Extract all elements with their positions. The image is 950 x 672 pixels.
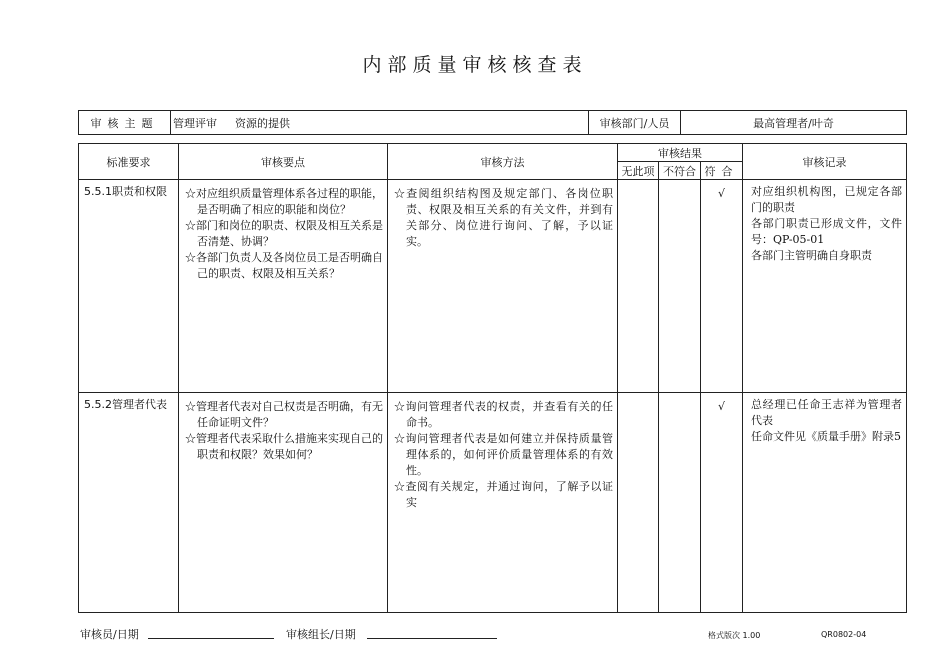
points-cell [179,180,388,393]
audit-point: ☆管理者代表采取什么措施来实现自己的职责和权限？效果如何？ [185,432,383,461]
checklist-table [78,143,907,613]
method-cell [388,393,618,613]
audit-subject-value-1: 管理评审 [173,116,217,130]
audit-point: ☆对应组织质量管理体系各过程的职能，是否明确了相应的职能和岗位？ [185,187,383,216]
requirement-cell [79,393,179,613]
audit-subject-label: 审核主题 [79,111,171,135]
header-requirement: 标准要求 [79,144,179,180]
audit-dept-label: 审核部门/人员 [589,111,681,135]
na-cell [618,180,659,393]
audit-record: 总经理已任命王志祥为管理者代表 [751,398,902,427]
header-result: 审核结果 [618,144,743,162]
header-record: 审核记录 [743,144,907,180]
header-nonconform: 不符合 [659,162,701,180]
nonconform-cell [659,180,701,393]
header-conform: 符合 [701,162,743,180]
audit-record: 对应组织机构图，已规定各部门的职责 [751,185,902,214]
requirement-code: 5.5.1 [84,185,112,198]
signature-footer [80,626,930,646]
header-method: 审核方法 [388,144,618,180]
audit-method: ☆查阅有关规定，并通过询问，了解予以证实 [394,480,613,509]
conform-check-mark: √ [701,180,743,393]
na-cell [618,393,659,613]
header-na: 无此项 [618,162,659,180]
audit-point: ☆管理者代表对自己权责是否明确，有无任命证明文件？ [185,400,383,429]
requirement-text: 管理者代表 [112,398,167,411]
requirement-text: 职责和权限 [112,185,167,198]
audit-subject-value [171,111,589,135]
nonconform-cell [659,393,701,613]
audit-dept-value: 最高管理者/叶奇 [681,111,907,135]
audit-method: ☆询问管理者代表是如何建立并保持质量管理体系的，如何评价质量管理体系的有效性。 [394,432,613,477]
record-cell [743,180,907,393]
audit-info-table [78,110,907,135]
table-row [79,180,907,393]
requirement-cell [79,180,179,393]
audit-point: ☆部门和岗位的职责、权限及相互关系是否清楚、协调？ [185,219,383,248]
form-version: 格式版次 1.00 [708,631,761,640]
audit-method: ☆查阅组织结构图及规定部门、各岗位职责、权限及相互关系的有关文件，并到有关部分、岗位进行询问、了解，予以证实。 [394,187,613,248]
audit-record: 任命文件见《质量手册》附录5 [751,430,901,443]
audit-record: 各部门职责已形成文件，文件号：QP-05-01 [751,217,902,246]
audit-subject-value-2: 资源的提供 [235,116,290,130]
record-cell [743,393,907,613]
method-cell [388,180,618,393]
form-code: QR0802-04 [821,630,867,639]
audit-point: ☆各部门负责人及各岗位员工是否明确自己的职责、权限及相互关系？ [185,251,383,280]
leader-date-label: 审核组长/日期 [286,628,356,641]
table-row [79,393,907,613]
conform-check-mark: √ [701,393,743,613]
points-cell [179,393,388,613]
leader-signature-line [367,638,497,639]
page-title: 内部质量审核核查表 [362,54,588,76]
requirement-code: 5.5.2 [84,398,112,411]
header-points: 审核要点 [179,144,388,180]
audit-method: ☆询问管理者代表的权责，并查看有关的任命书。 [394,400,613,429]
auditor-date-label: 审核员/日期 [80,628,139,641]
audit-record: 各部门主管明确自身职责 [751,249,872,262]
auditor-signature-line [148,638,274,639]
